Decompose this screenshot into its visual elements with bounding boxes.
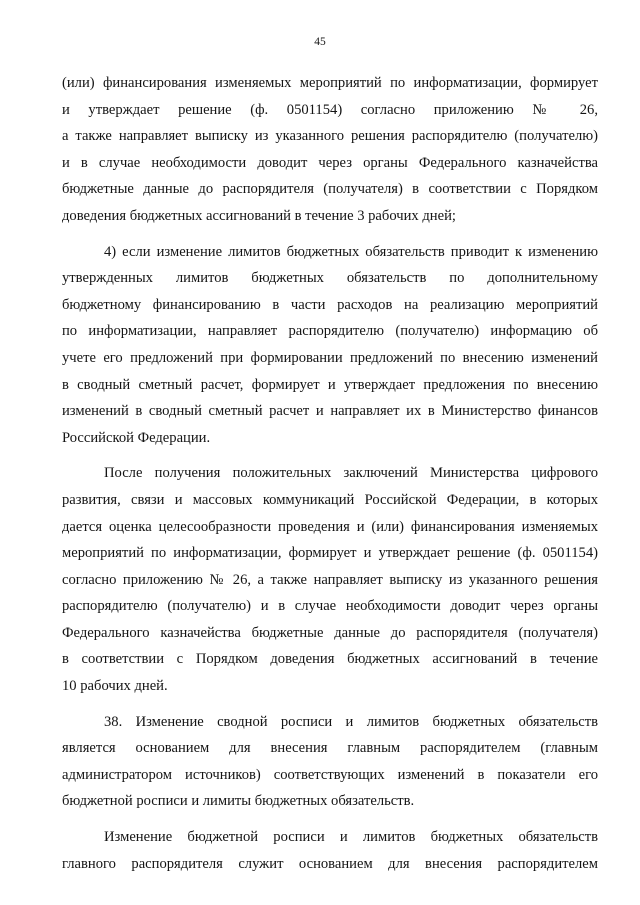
- paragraph-item-38: [62, 709, 598, 815]
- text-line: является основанием для внесения главным распорядителем (главным: [62, 740, 598, 757]
- text-line: а также направляет выписку из указанного решения распорядителю (получателю): [62, 128, 598, 145]
- text-line: бюджетные данные до распорядителя (получателя) в соответствии с Порядком: [62, 181, 598, 198]
- text-line: изменений в сводный сметный расчет и направляет их в Министерство финансов: [62, 403, 598, 420]
- text-line: администратором источников) соответствующих изменений в показатели его: [62, 766, 598, 783]
- document-body: [62, 70, 598, 886]
- text-line: 38. Изменение сводной росписи и лимитов бюджетных обязательств: [104, 713, 598, 730]
- text-line: 10 рабочих дней.: [62, 678, 168, 695]
- text-line: по информатизации, направляет распорядителю (получателю) информацию об: [62, 323, 598, 340]
- paragraph-after-conclusions: [62, 460, 598, 699]
- text-line: распорядителю (получателю) и в случае необходимости доводит через органы: [62, 598, 598, 615]
- text-line: доведения бюджетных ассигнований в течение 3 рабочих дней;: [62, 207, 456, 224]
- paragraph-item-4: [62, 239, 598, 452]
- text-line: Федерального казначейства бюджетные данные до распорядителя (получателя): [62, 624, 598, 641]
- paragraph-continuation: [62, 70, 598, 230]
- text-line: и в случае необходимости доводит через органы Федерального казначейства: [62, 154, 598, 171]
- text-line: утвержденных лимитов бюджетных обязательств по дополнительному: [62, 270, 598, 287]
- text-line: главного распорядителя служит основанием для внесения распорядителем: [62, 855, 598, 872]
- paragraph-budget-change: [62, 824, 598, 877]
- text-line: мероприятий по информатизации, формирует и утверждает решение (ф. 0501154): [62, 545, 598, 562]
- text-line: Российской Федерации.: [62, 429, 211, 446]
- text-line: в сводный сметный расчет, формирует и утверждает предложения по внесению: [62, 376, 598, 393]
- text-line: бюджетному финансированию в части расходов на реализацию мероприятий: [62, 296, 598, 313]
- text-line: развития, связи и массовых коммуникаций Российской Федерации, в которых: [62, 491, 598, 508]
- text-line: согласно приложению № 26, а также направляет выписку из указанного решения: [62, 571, 598, 588]
- text-line: дается оценка целесообразности проведения и (или) финансирования изменяемых: [62, 518, 598, 535]
- text-line: Изменение бюджетной росписи и лимитов бюджетных обязательств: [104, 829, 598, 846]
- text-line: (или) финансирования изменяемых мероприятий по информатизации, формирует: [62, 75, 598, 91]
- text-line: После получения положительных заключений Министерства цифрового: [104, 465, 598, 482]
- text-line: и утверждает решение (ф. 0501154) согласно приложению № 26,: [62, 101, 598, 118]
- page-number: 45: [314, 36, 326, 48]
- text-line: в соответствии с Порядком доведения бюджетных ассигнований в течение: [62, 651, 598, 668]
- text-line: учете его предложений при формировании предложений по внесению изменений: [62, 349, 598, 366]
- text-line: 4) если изменение лимитов бюджетных обязательств приводит к изменению: [104, 243, 598, 260]
- text-line: бюджетной росписи и лимиты бюджетных обязательств.: [62, 793, 415, 810]
